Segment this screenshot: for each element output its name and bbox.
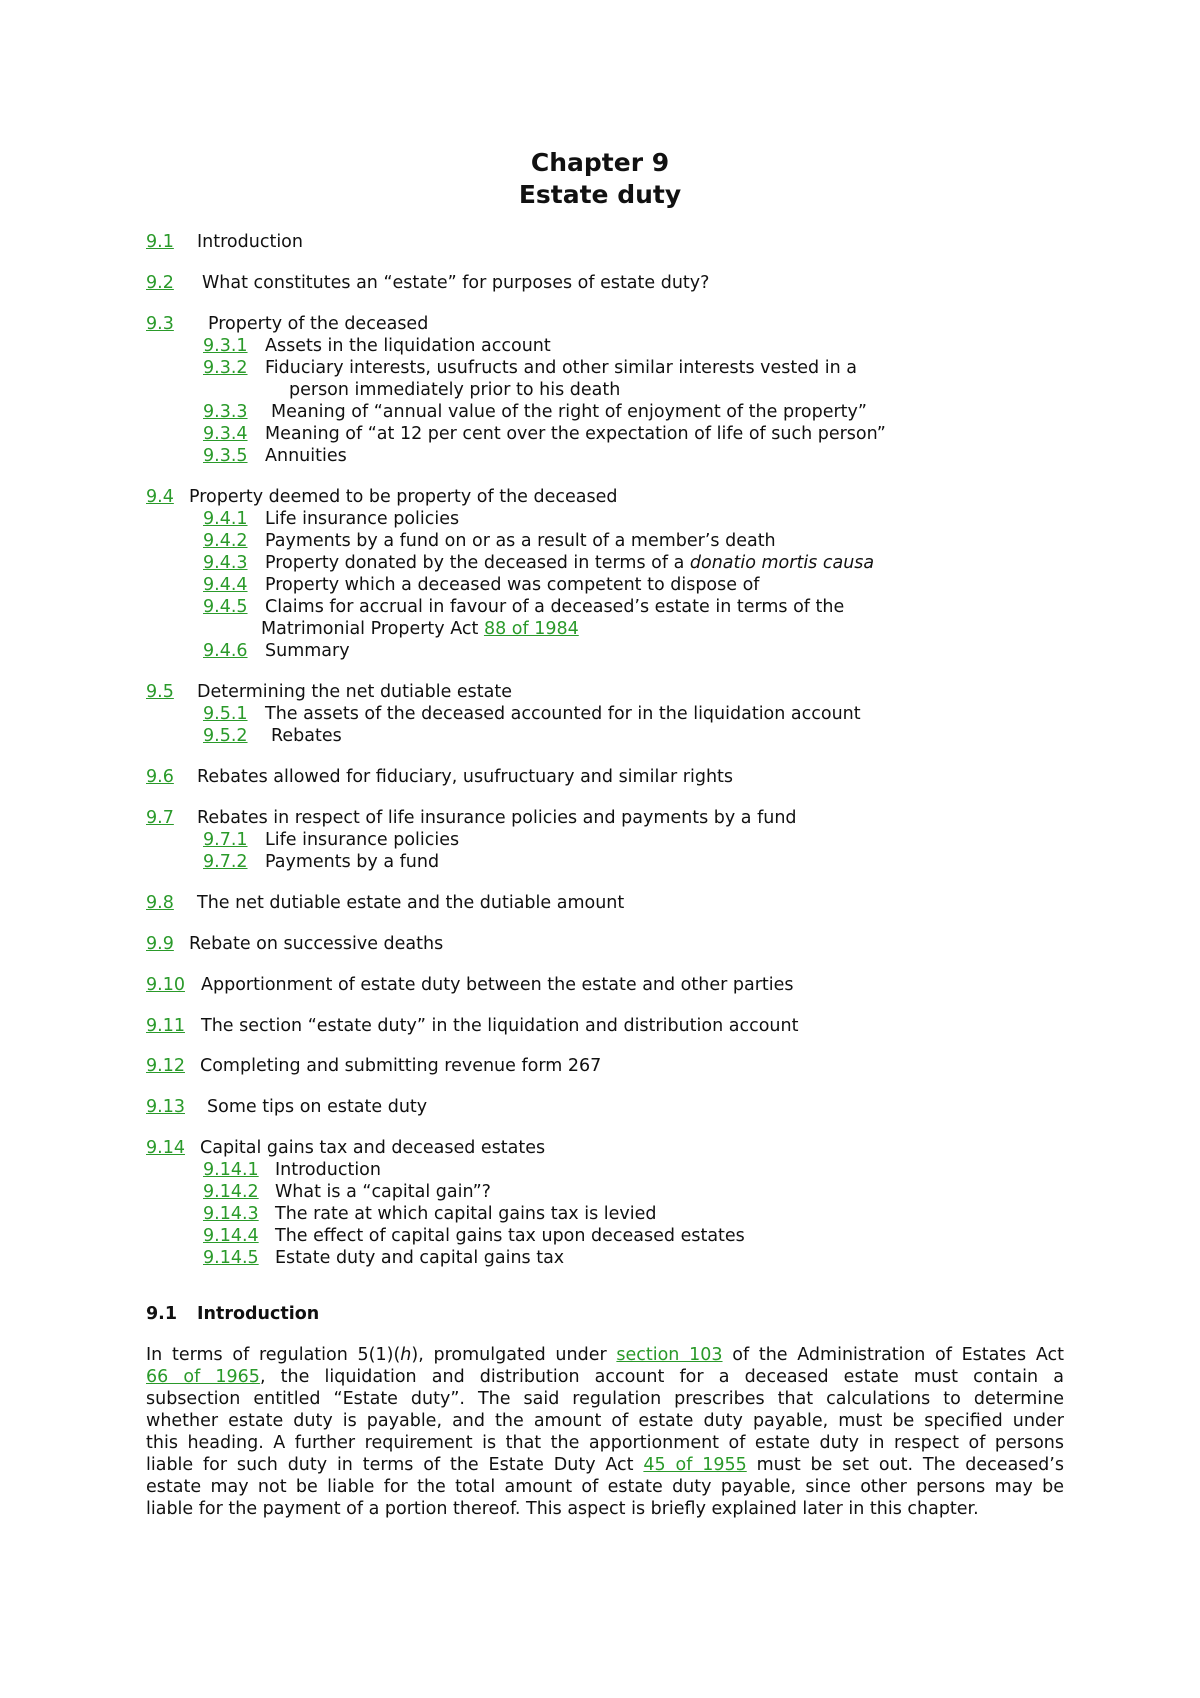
toc-link[interactable]: 9.5 [146, 682, 174, 702]
toc-text: The net dutiable estate and the dutiable amount [197, 893, 625, 913]
toc-subentry [203, 445, 347, 467]
toc-link[interactable]: 9.4.5 [203, 597, 248, 617]
paragraph-line: estate may not be liable for the total amount of estate duty payable, since other persons may be [146, 1477, 1064, 1497]
toc-link[interactable]: 9.3.5 [203, 446, 248, 466]
toc-subentry [203, 725, 342, 747]
toc-link[interactable]: 9.14.5 [203, 1248, 259, 1268]
toc-entry [146, 231, 303, 253]
toc-link[interactable]: 9.3.4 [203, 424, 248, 444]
toc-text: The assets of the deceased accounted for in the liquidation account [265, 704, 861, 724]
toc-subentry [203, 851, 439, 873]
toc-link[interactable]: 9.12 [146, 1056, 185, 1076]
toc-subentry [203, 1159, 381, 1181]
section-link[interactable]: section 103 [616, 1345, 723, 1365]
toc-subentry [203, 423, 886, 445]
toc-text: Meaning of “annual value of the right of enjoyment of the property” [271, 402, 867, 422]
toc-subentry [203, 1247, 564, 1269]
toc-entry [146, 974, 794, 996]
toc-subentry [203, 1203, 656, 1225]
toc-link[interactable]: 9.14.4 [203, 1226, 259, 1246]
paragraph-line: whether estate duty is payable, and the amount of estate duty payable, must be specified under [146, 1411, 1064, 1431]
toc-link[interactable]: 9.10 [146, 975, 185, 995]
paragraph-line: this heading. A further requirement is that the apportionment of estate duty in respect of persons [146, 1433, 1064, 1453]
toc-text: The section “estate duty” in the liquidation and distribution account [201, 1016, 799, 1036]
toc-text: Introduction [275, 1160, 381, 1180]
toc-text: Property donated by the deceased in terms of a [265, 553, 685, 573]
act-link[interactable]: 66 of 1965 [146, 1367, 260, 1387]
paragraph-line: liable for such duty in terms of the Estate Duty Act 45 of 1955 must be set out. The deceased’s [146, 1455, 1064, 1475]
toc-entry [146, 272, 709, 294]
toc-subentry [203, 552, 874, 574]
toc-link[interactable]: 9.8 [146, 893, 174, 913]
toc-text: Property deemed to be property of the deceased [189, 487, 618, 507]
section-title: Introduction [197, 1304, 320, 1324]
toc-link[interactable]: 9.3.3 [203, 402, 248, 422]
chapter-title: Estate duty [518, 180, 682, 209]
toc-link[interactable]: 9.4 [146, 487, 174, 507]
toc-continuation: Matrimonial Property Act 88 of 1984 [261, 619, 579, 639]
toc-subentry [203, 508, 459, 530]
toc-entry [146, 681, 512, 703]
toc-link[interactable]: 9.14 [146, 1138, 185, 1158]
toc-link[interactable]: 9.3.2 [203, 358, 248, 378]
toc-link[interactable]: 9.2 [146, 273, 174, 293]
toc-entry [146, 892, 624, 914]
toc-text: Payments by a fund on or as a result of a member’s death [265, 531, 776, 551]
toc-entry [146, 1015, 798, 1037]
toc-text: Annuities [265, 446, 347, 466]
toc-subentry [203, 829, 459, 851]
toc-link[interactable]: 9.9 [146, 934, 174, 954]
toc-text: Rebate on successive deaths [189, 934, 444, 954]
section-heading [146, 1303, 319, 1325]
toc-text: Capital gains tax and deceased estates [200, 1138, 546, 1158]
toc-link[interactable]: 9.7 [146, 808, 174, 828]
toc-text: Rebates [271, 726, 342, 746]
paragraph-line: liable for the payment of a portion thereof. This aspect is briefly explained later in this chapter. [146, 1499, 979, 1519]
toc-text: Life insurance policies [265, 830, 460, 850]
paragraph-line: subsection entitled “Estate duty”. The said regulation prescribes that calculations to determine [146, 1389, 1064, 1409]
toc-text: Fiduciary interests, usufructs and other similar interests vested in a [265, 358, 857, 378]
toc-text: Summary [265, 641, 350, 661]
act-link[interactable]: 88 of 1984 [483, 619, 579, 639]
toc-text: Life insurance policies [265, 509, 460, 529]
toc-link[interactable]: 9.14.3 [203, 1204, 259, 1224]
toc-entry [146, 1096, 427, 1118]
toc-subentry [203, 1225, 745, 1247]
toc-subentry [203, 335, 551, 357]
toc-link[interactable]: 9.4.4 [203, 575, 248, 595]
toc-text: Some tips on estate duty [207, 1097, 428, 1117]
toc-text: Assets in the liquidation account [265, 336, 551, 356]
section-number: 9.1 [146, 1304, 178, 1324]
toc-subentry [203, 401, 867, 423]
toc-entry [146, 807, 797, 829]
chapter-label: Chapter 9 [530, 148, 670, 177]
toc-link[interactable]: 9.4.3 [203, 553, 248, 573]
toc-link[interactable]: 9.3.1 [203, 336, 248, 356]
toc-subentry [203, 596, 844, 618]
body-paragraph [146, 1344, 1064, 1520]
toc-entry [146, 933, 443, 955]
toc-text: The rate at which capital gains tax is levied [275, 1204, 657, 1224]
toc-text: Meaning of “at 12 per cent over the expectation of life of such person” [265, 424, 886, 444]
toc-text: Introduction [197, 232, 303, 252]
toc-text: Payments by a fund [265, 852, 440, 872]
toc-link[interactable]: 9.4.1 [203, 509, 248, 529]
toc-subentry [203, 1181, 491, 1203]
toc-link[interactable]: 9.14.2 [203, 1182, 259, 1202]
toc-entry [146, 1137, 545, 1159]
toc-subentry [203, 574, 759, 596]
toc-link[interactable]: 9.4.2 [203, 531, 248, 551]
toc-text: Claims for accrual in favour of a deceased’s estate in terms of the [265, 597, 845, 617]
paragraph-line: 66 of 1965, the liquidation and distribution account for a deceased estate must contain a [146, 1367, 1064, 1387]
toc-entry [146, 1055, 601, 1077]
act-link[interactable]: 45 of 1955 [643, 1455, 747, 1475]
toc-link[interactable]: 9.1 [146, 232, 174, 252]
toc-text: Apportionment of estate duty between the estate and other parties [201, 975, 794, 995]
toc-link[interactable]: 9.6 [146, 767, 174, 787]
toc-link[interactable]: 9.3 [146, 314, 174, 334]
paragraph-line: In terms of regulation 5(1)(h), promulgated under section 103 of the Administration of Estates Act [146, 1345, 1064, 1365]
toc-text: Completing and submitting revenue form 267 [200, 1056, 602, 1076]
toc-text: Determining the net dutiable estate [197, 682, 512, 702]
toc-link[interactable]: 9.7.1 [203, 830, 248, 850]
toc-text-italic: donatio mortis causa [689, 553, 875, 573]
toc-text: The effect of capital gains tax upon deceased estates [275, 1226, 745, 1246]
toc-entry [146, 486, 617, 508]
toc-text: What constitutes an “estate” for purposes of estate duty? [202, 273, 710, 293]
toc-link[interactable]: 9.14.1 [203, 1160, 259, 1180]
toc-entry [146, 313, 428, 335]
toc-text: Rebates in respect of life insurance policies and payments by a fund [197, 808, 797, 828]
toc-subentry [203, 703, 861, 725]
toc-link[interactable]: 9.4.6 [203, 641, 248, 661]
toc-text: Estate duty and capital gains tax [275, 1248, 565, 1268]
toc-link[interactable]: 9.13 [146, 1097, 185, 1117]
toc-link[interactable]: 9.11 [146, 1016, 185, 1036]
toc-text: Rebates allowed for fiduciary, usufructuary and similar rights [197, 767, 734, 787]
toc-entry [146, 766, 733, 788]
toc-link[interactable]: 9.5.1 [203, 704, 248, 724]
toc-text: What is a “capital gain”? [275, 1182, 491, 1202]
toc-link[interactable]: 9.5.2 [203, 726, 248, 746]
toc-subentry [203, 357, 857, 379]
toc-subentry [203, 640, 350, 662]
toc-subentry [203, 530, 776, 552]
toc-text: Property of the deceased [208, 314, 429, 334]
toc-continuation: person immediately prior to his death [289, 380, 621, 400]
toc-text: Property which a deceased was competent to dispose of [265, 575, 760, 595]
toc-link[interactable]: 9.7.2 [203, 852, 248, 872]
